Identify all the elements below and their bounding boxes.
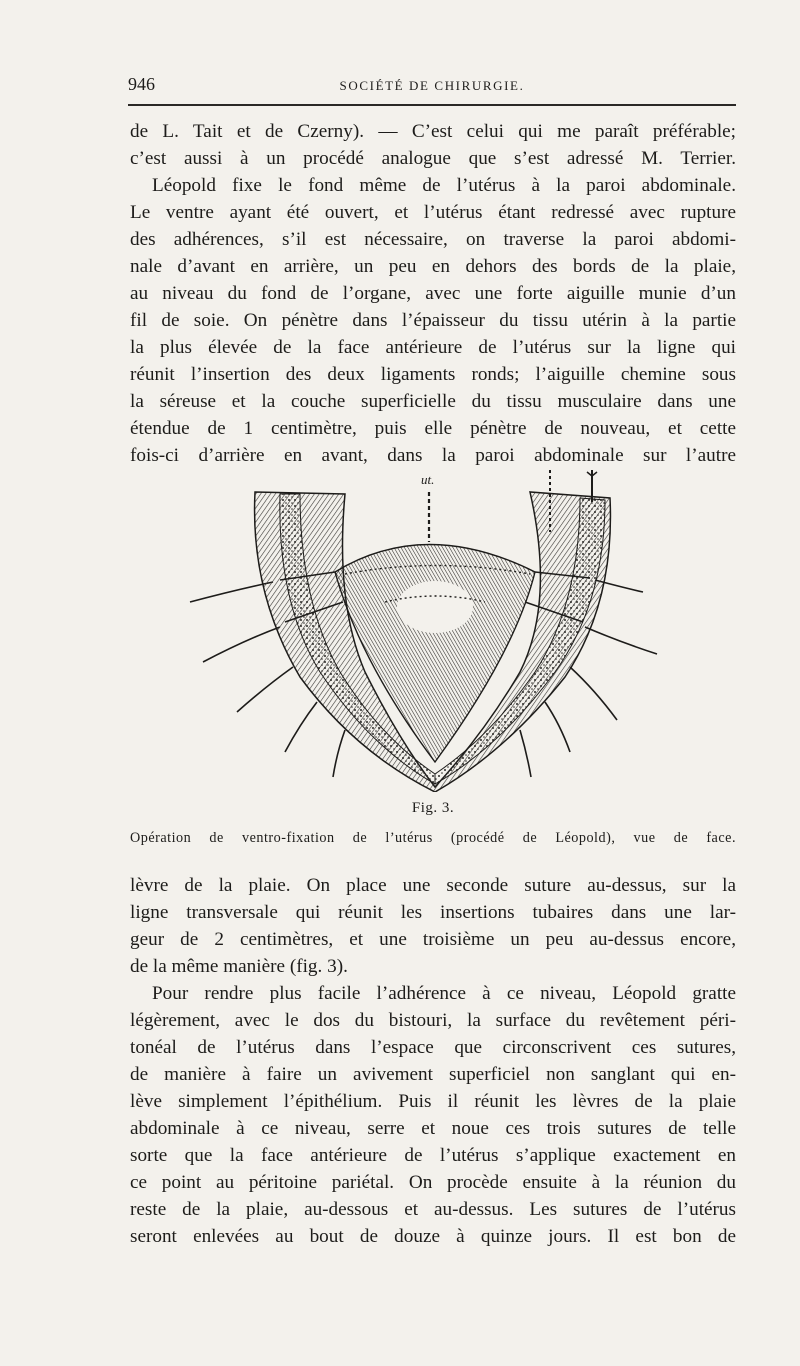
text-line: tonéal de l’utérus dans l’espace que circonscrivent ces sutures,: [130, 1037, 736, 1058]
text-line: reste de la plaie, au-dessous et au-dessus. Les sutures de l’utérus: [130, 1199, 736, 1220]
text-line: ce point au péritoine pariétal. On procède ensuite à la réunion du: [130, 1172, 736, 1193]
text-line: Léopold fixe le fond même de l’utérus à la paroi abdominale.: [152, 175, 736, 196]
header-rule: [128, 104, 736, 106]
text-line: Le ventre ayant été ouvert, et l’utérus étant redressé avec rupture: [130, 202, 736, 223]
figure-3-illustration: [185, 462, 665, 792]
text-line: légèrement, avec le dos du bistouri, la surface du revêtement péri-: [130, 1010, 736, 1031]
text-line: de la même manière (fig. 3).: [130, 956, 348, 977]
text-line: réunit l’insertion des deux ligaments ronds; l’aiguille chemine sous: [130, 364, 736, 385]
text-line: nale d’avant en arrière, un peu en dehors des bords de la plaie,: [130, 256, 736, 277]
figure-number: Fig. 3.: [411, 800, 455, 816]
text-line: seront enlevées au bout de douze à quinze jours. Il est bon de: [130, 1226, 736, 1247]
figure-caption: Opération de ventro-fixation de l’utérus (procédé de Léopold), vue de face.: [130, 830, 736, 846]
text-line: lèvre de la plaie. On place une seconde suture au-dessus, sur la: [130, 875, 736, 896]
text-line: la plus élevée de la face antérieure de l’utérus sur la ligne qui: [130, 337, 736, 358]
text-line: de manière à faire un avivement superficiel non sanglant qui en-: [130, 1064, 736, 1085]
text-line: de L. Tait et de Czerny). — C’est celui qui me paraît préférable;: [130, 121, 736, 142]
text-line: des adhérences, s’il est nécessaire, on traverse la paroi abdomi-: [130, 229, 736, 250]
scraped-area: [397, 581, 473, 633]
text-line: abdominale à ce niveau, serre et noue ces trois sutures de telle: [130, 1118, 736, 1139]
text-line: lève simplement l’épithélium. Puis il réunit les lèvres de la plaie: [130, 1091, 736, 1112]
text-line: ligne transversale qui réunit les insertions tubaires dans une lar-: [130, 902, 736, 923]
text-line: sorte que la face antérieure de l’utérus s’applique exactement en: [130, 1145, 736, 1166]
running-title: SOCIÉTÉ DE CHIRURGIE.: [339, 78, 525, 93]
text-line: au niveau du fond de l’organe, avec une forte aiguille munie d’un: [130, 283, 736, 304]
text-line: c’est aussi à un procédé analogue que s’est adressé M. Terrier.: [130, 148, 736, 169]
running-head: [128, 72, 736, 98]
text-line: fil de soie. On pénètre dans l’épaisseur du tissu utérin à la partie: [130, 310, 736, 331]
page-number: 946: [128, 74, 155, 94]
text-line: étendue de 1 centimètre, puis elle pénètre de nouveau, et cette: [130, 418, 736, 439]
text-line: geur de 2 centimètres, et une troisième un peu au-dessus encore,: [130, 929, 736, 950]
text-line: Pour rendre plus facile l’adhérence à ce niveau, Léopold gratte: [152, 983, 736, 1004]
text-line: fois-ci d’arrière en avant, dans la paroi abdominale sur l’autre: [130, 445, 736, 466]
label-ut: ut.: [421, 472, 435, 487]
text-line: la séreuse et la couche superficielle du tissu musculaire dans une: [130, 391, 736, 412]
